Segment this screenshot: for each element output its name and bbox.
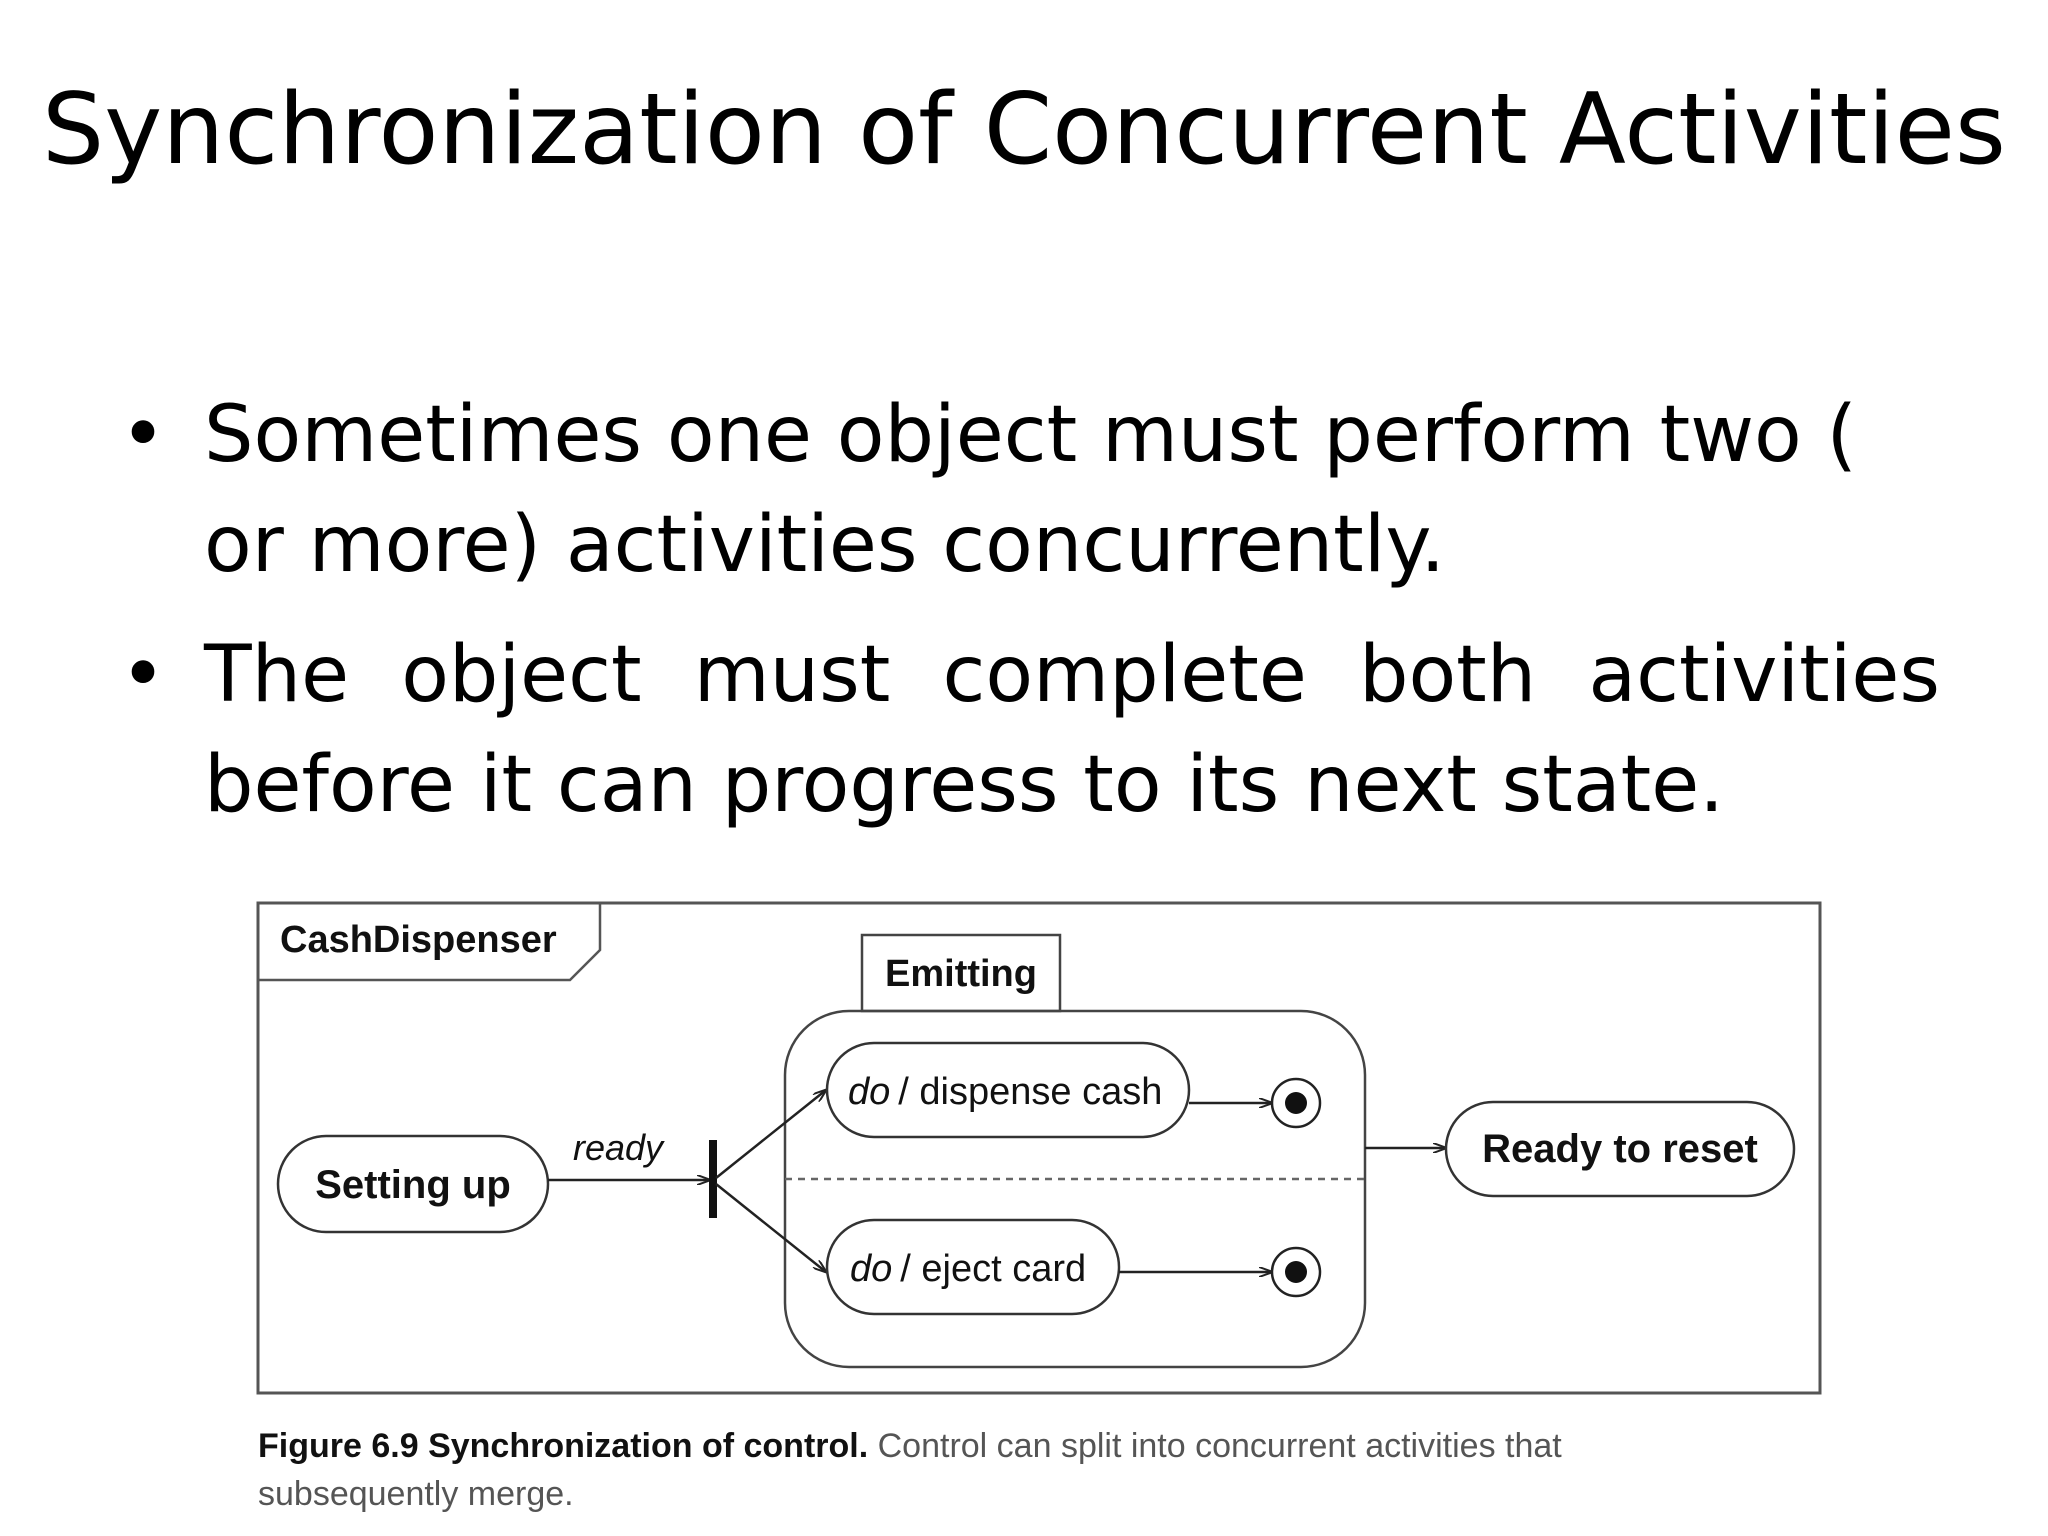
caption-figure-number: Figure 6.9 [258, 1427, 419, 1465]
activity-keyword: do [848, 1071, 891, 1113]
frame-label: CashDispenser [280, 919, 557, 961]
bullet-text: Sometimes one object must perform two ( or more) activities concurrently. [204, 390, 1857, 590]
fork-branch-upper [716, 1090, 826, 1178]
activity-text: / eject card [900, 1248, 1087, 1290]
caption-title: Synchronization of control. [428, 1427, 869, 1465]
state-ready-to-reset-label: Ready to reset [1482, 1127, 1758, 1171]
fork-branch-lower [716, 1184, 826, 1272]
caption-text: Control can split into concurrent activities that subsequently merge. [258, 1427, 1562, 1513]
bullet-icon: • [120, 390, 167, 480]
slide-title: Synchronization of Concurrent Activities [42, 73, 2006, 187]
final-state-2-dot [1285, 1261, 1307, 1283]
bullet-icon: • [120, 630, 167, 720]
figure-caption [258, 1422, 1678, 1518]
activity-keyword: do [850, 1248, 893, 1290]
composite-state-name: Emitting [885, 953, 1037, 995]
state-setting-up-label: Setting up [315, 1163, 511, 1207]
activity-text: / dispense cash [898, 1071, 1163, 1113]
activity-eject-card-label [850, 1248, 1086, 1290]
final-state-1-dot [1285, 1092, 1307, 1114]
transition-ready-label: ready [573, 1127, 664, 1168]
bullet-text: The object must complete both activities before it can progress to its next state. [204, 630, 1940, 830]
